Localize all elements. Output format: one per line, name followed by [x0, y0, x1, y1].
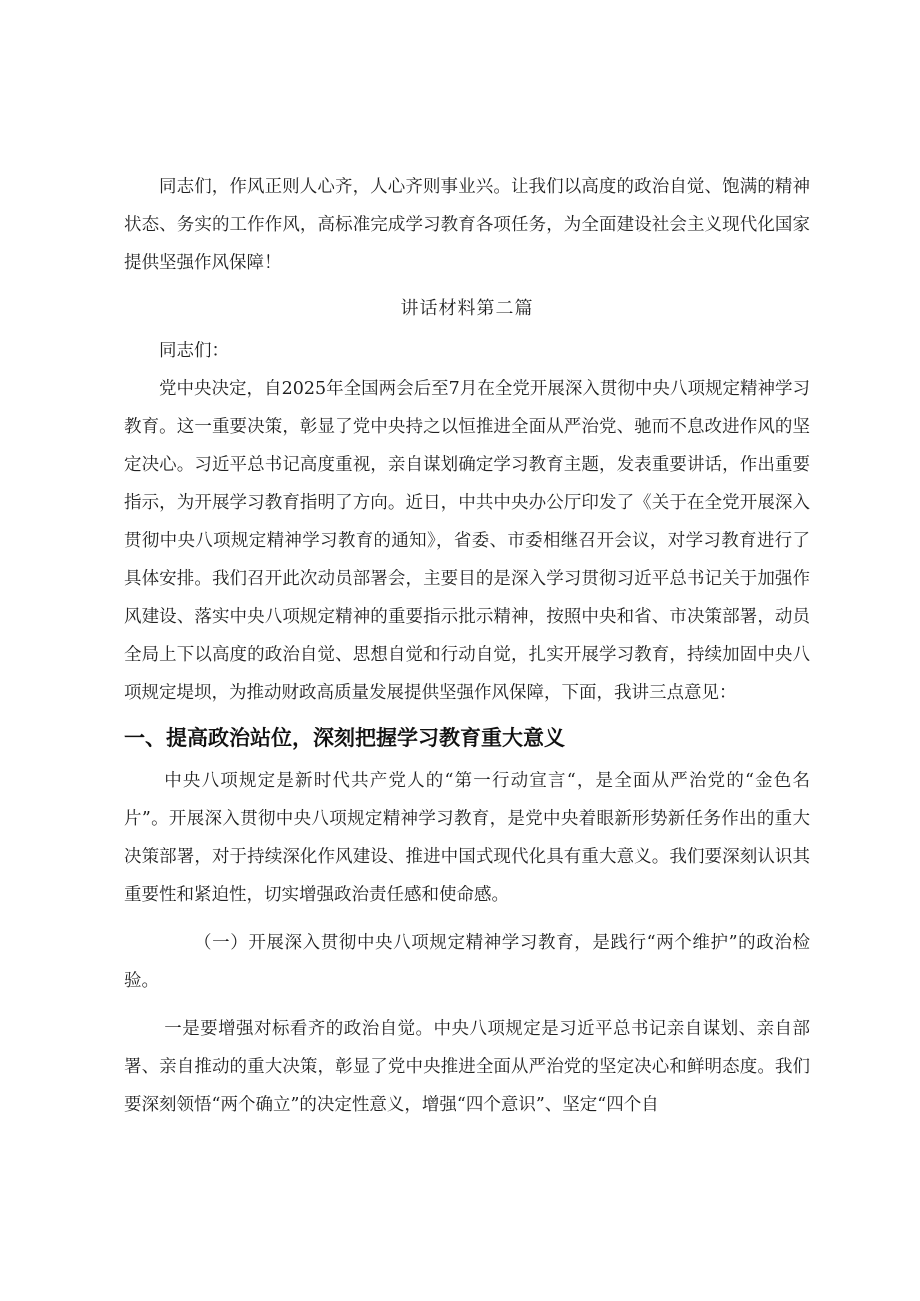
intro-paragraph: 党中央决定，自2025年全国两会后至7月在全党开展深入贯彻中央八项规定精神学习教育。这一重要决策，彰显了党中央持之以恒推进全面从严治党、驰而不息改进作风的坚定决心。习近平总书记高度重视，亲自谋划确定学习教育主题，发表重要讲话，作出重要指示，为开展学习教育指明了方向。近日，中共中央办公厅印发了《关于在全党开展深入贯彻中央八项规定精神学习教育的通知》，省委、市委相继召开会议，对学习教育进行了具体安排。我们召开此次动员部署会，主要目的是深入学习贯彻习近平总书记关于加强作风建设、落实中央八项规定精神的重要指示批示精神，按照中央和省、市决策部署，动员全局上下以高度的政治自觉、思想自觉和行动自觉，扎实开展学习教育，持续加固中央八项规定堤坝，为推动财政高质量发展提供坚强作风保障，下面，我讲三点意见：: [124, 379, 810, 703]
point-one-paragraph: 一是要增强对标看齐的政治自觉。中央八项规定是习近平总书记亲自谋划、亲自部署、亲自推动的重大决策，彰显了党中央推进全面从严治党的坚定决心和鲜明态度。我们要深刻领悟“两个确立”的决定性意义，增强“四个意识”、坚定“四个自: [124, 1019, 810, 1115]
paragraph-spacer: [124, 914, 810, 924]
subheading-one: （一）开展深入贯彻中央八项规定精神学习教育，是践行“两个维护”的政治检验。: [124, 933, 810, 991]
document-body: [124, 168, 810, 1124]
heading-one: 一、提高政治站位，深刻把握学习教育重大意义: [124, 726, 565, 750]
closing-paragraph: 同志们，作风正则人心齐，人心齐则事业兴。让我们以高度的政治自觉、饱满的精神状态、务实的工作作风，高标准完成学习教育各项任务，为全面建设社会主义现代化国家提供坚强作风保障！: [124, 177, 810, 273]
heading-one-paragraph: 中央八项规定是新时代共产党人的“第一行动宣言“，是全面从严治党的“金色名片”。开展深入贯彻中央八项规定精神学习教育，是党中央着眼新形势新任务作出的重大决策部署，对于持续深化作风建设、推进中国式现代化具有重大意义。我们要深刻认识其重要性和紧迫性，切实增强政治责任感和使命感。: [124, 771, 810, 905]
section-title: 讲话材料第二篇: [400, 298, 534, 319]
salutation: 同志们：: [159, 341, 229, 361]
paragraph-spacer: [124, 1000, 810, 1010]
